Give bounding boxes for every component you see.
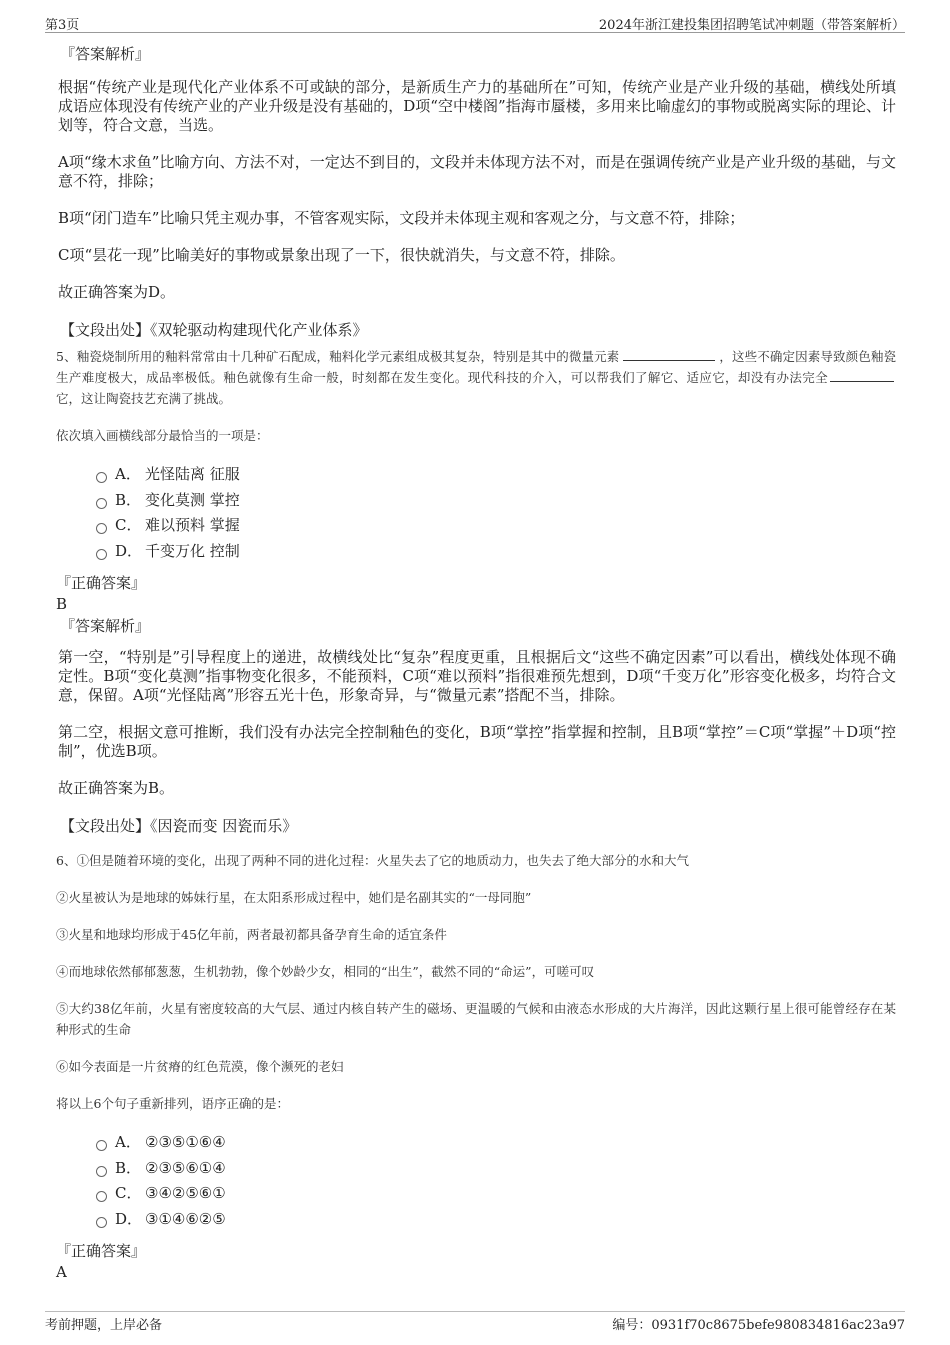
radio-button[interactable] (96, 1140, 107, 1151)
option-a[interactable]: A． ②③⑤①⑥④ (96, 1130, 896, 1156)
option-b[interactable]: B． 变化莫测 掌控 (96, 488, 896, 514)
radio-button[interactable] (96, 549, 107, 560)
q4-analysis-paragraph: 根据“传统产业是现代化产业体系不可或缺的部分，是新质生产力的基础所在”可知，传统产业是产业升级的基础，横线处所填成语应体现没有传统产业的产业升级是没有基础的，D项“空中楼阁”指海市蜃楼，多用来比喻虚幻的事物或脱离实际的理论、计划等，符合文意，当选。 (58, 78, 896, 134)
radio-button[interactable] (96, 1166, 107, 1177)
q6-sentence: ⑤大约38亿年前，火星有密度较高的大气层、通过内核自转产生的磁场、更温暖的气候和由液态水形成的大片海洋，因此这颗行星上很可能曾经存在某种形式的生命 (56, 1001, 896, 1037)
q5-stem-part: ，这些不确定因素导致颜色釉瓷生产难度极大，成品率极低。釉色就像有生命一般，时刻都在发生变化。现代科技的介入，可以帮我们了解它、适应它，却没有办法完全 (56, 349, 896, 385)
q6-sentence: ③火星和地球均形成于45亿年前，两者最初都具备孕育生命的适宜条件 (56, 927, 447, 942)
q6-sentence: ⑥如今表面是一片贫瘠的红色荒漠，像个濒死的老妇 (56, 1059, 344, 1074)
page-header (45, 14, 905, 34)
q5-analysis-label: 『答案解析』 (60, 617, 151, 635)
radio-button[interactable] (96, 523, 107, 534)
q5-prompt: 依次填入画横线部分最恰当的一项是： (56, 428, 269, 443)
q6-options (96, 1130, 896, 1232)
q4-analysis-paragraph: C项“昙花一现”比喻美好的事物或景象出现了一下，很快就消失，与文意不符，排除。 (58, 246, 625, 264)
q5-final-answer: 故正确答案为B。 (58, 779, 175, 797)
q5-correct-label: 『正确答案』 (56, 574, 147, 592)
q5-stem-part: 5、釉瓷烧制所用的釉料常常由十几种矿石配成，釉料化学元素组成极其复杂，特别是其中的微量元素 (56, 349, 620, 364)
page-footer (45, 1314, 905, 1334)
q6-correct-label: 『正确答案』 (56, 1242, 147, 1260)
document-id: 编号：0931f70c8675befe980834816ac23a97 (612, 1318, 905, 1333)
answer-blank (623, 346, 715, 361)
q6-sentence: ②火星被认为是地球的姊妹行星，在太阳系形成过程中，她们是名副其实的“一母同胞” (56, 890, 532, 905)
q5-analysis-paragraph: 第一空，“特别是”引导程度上的递进，故横线处比“复杂”程度更重，且根据后文“这些不确定因素”可以看出，横线处体现不确定性。B项“变化莫测”指事物变化很多，不能预料，C项“难以预料”指很难预先想到，D项“千变万化”形容变化极多，均符合文意，保留。A项“光怪陆离”形容五光十色，形象奇异，与“微量元素”搭配不当，排除。 (58, 648, 896, 704)
radio-button[interactable] (96, 472, 107, 483)
footer-divider (45, 1311, 905, 1312)
q6-sentence: 6、①但是随着环境的变化，出现了两种不同的进化过程：火星失去了它的地质动力，也失去了绝大部分的水和大气 (56, 853, 689, 868)
q4-final-answer: 故正确答案为D。 (58, 283, 176, 301)
option-b[interactable]: B． ②③⑤⑥①④ (96, 1156, 896, 1182)
q6-sentence: ④而地球依然郁郁葱葱，生机勃勃，像个妙龄少女，相同的“出生”，截然不同的“命运”，可嗟可叹 (56, 964, 595, 979)
q5-stem-part: 它，这让陶瓷技艺充满了挑战。 (56, 391, 232, 406)
radio-button[interactable] (96, 1191, 107, 1202)
q4-source: 【文段出处】《双轮驱动构建现代化产业体系》 (60, 321, 368, 339)
q4-analysis-paragraph: B项“闭门造车”比喻只凭主观办事，不管客观实际，文段并未体现主观和客观之分，与文意不符，排除； (58, 209, 745, 227)
option-c[interactable]: C． ③④②⑤⑥① (96, 1181, 896, 1207)
header-divider (45, 32, 905, 33)
document-title: 2024年浙江建投集团招聘笔试冲刺题（带答案解析） (598, 18, 905, 33)
footer-slogan: 考前押题，上岸必备 (45, 1318, 163, 1333)
radio-button[interactable] (96, 498, 107, 509)
option-c[interactable]: C． 难以预料 掌握 (96, 513, 896, 539)
document-body (56, 44, 896, 1284)
page-number: 第3页 (45, 18, 80, 33)
q5-source: 【文段出处】《因瓷而变 因瓷而乐》 (60, 817, 298, 835)
option-d[interactable]: D． 千变万化 控制 (96, 539, 896, 565)
q6-prompt: 将以上6个句子重新排列，语序正确的是： (56, 1096, 289, 1111)
option-a[interactable]: A． 光怪陆离 征服 (96, 462, 896, 488)
q4-analysis-paragraph: A项“缘木求鱼”比喻方向、方法不对，一定达不到目的，文段并未体现方法不对，而是在强调传统产业是产业升级的基础，与文意不符，排除； (58, 153, 896, 190)
q5-stem (56, 346, 896, 409)
q5-options (96, 462, 896, 564)
option-d[interactable]: D． ③①④⑥②⑤ (96, 1207, 896, 1233)
q5-correct-answer: B (56, 595, 68, 613)
q6-correct-answer: A (56, 1263, 67, 1281)
q4-analysis-label: 『答案解析』 (60, 45, 151, 63)
answer-blank (830, 367, 894, 382)
q5-analysis-paragraph: 第二空，根据文意可推断，我们没有办法完全控制釉色的变化，B项“掌控”指掌握和控制，且B项“掌控”＝C项“掌握”＋D项“控制”，优选B项。 (58, 723, 896, 760)
radio-button[interactable] (96, 1217, 107, 1228)
